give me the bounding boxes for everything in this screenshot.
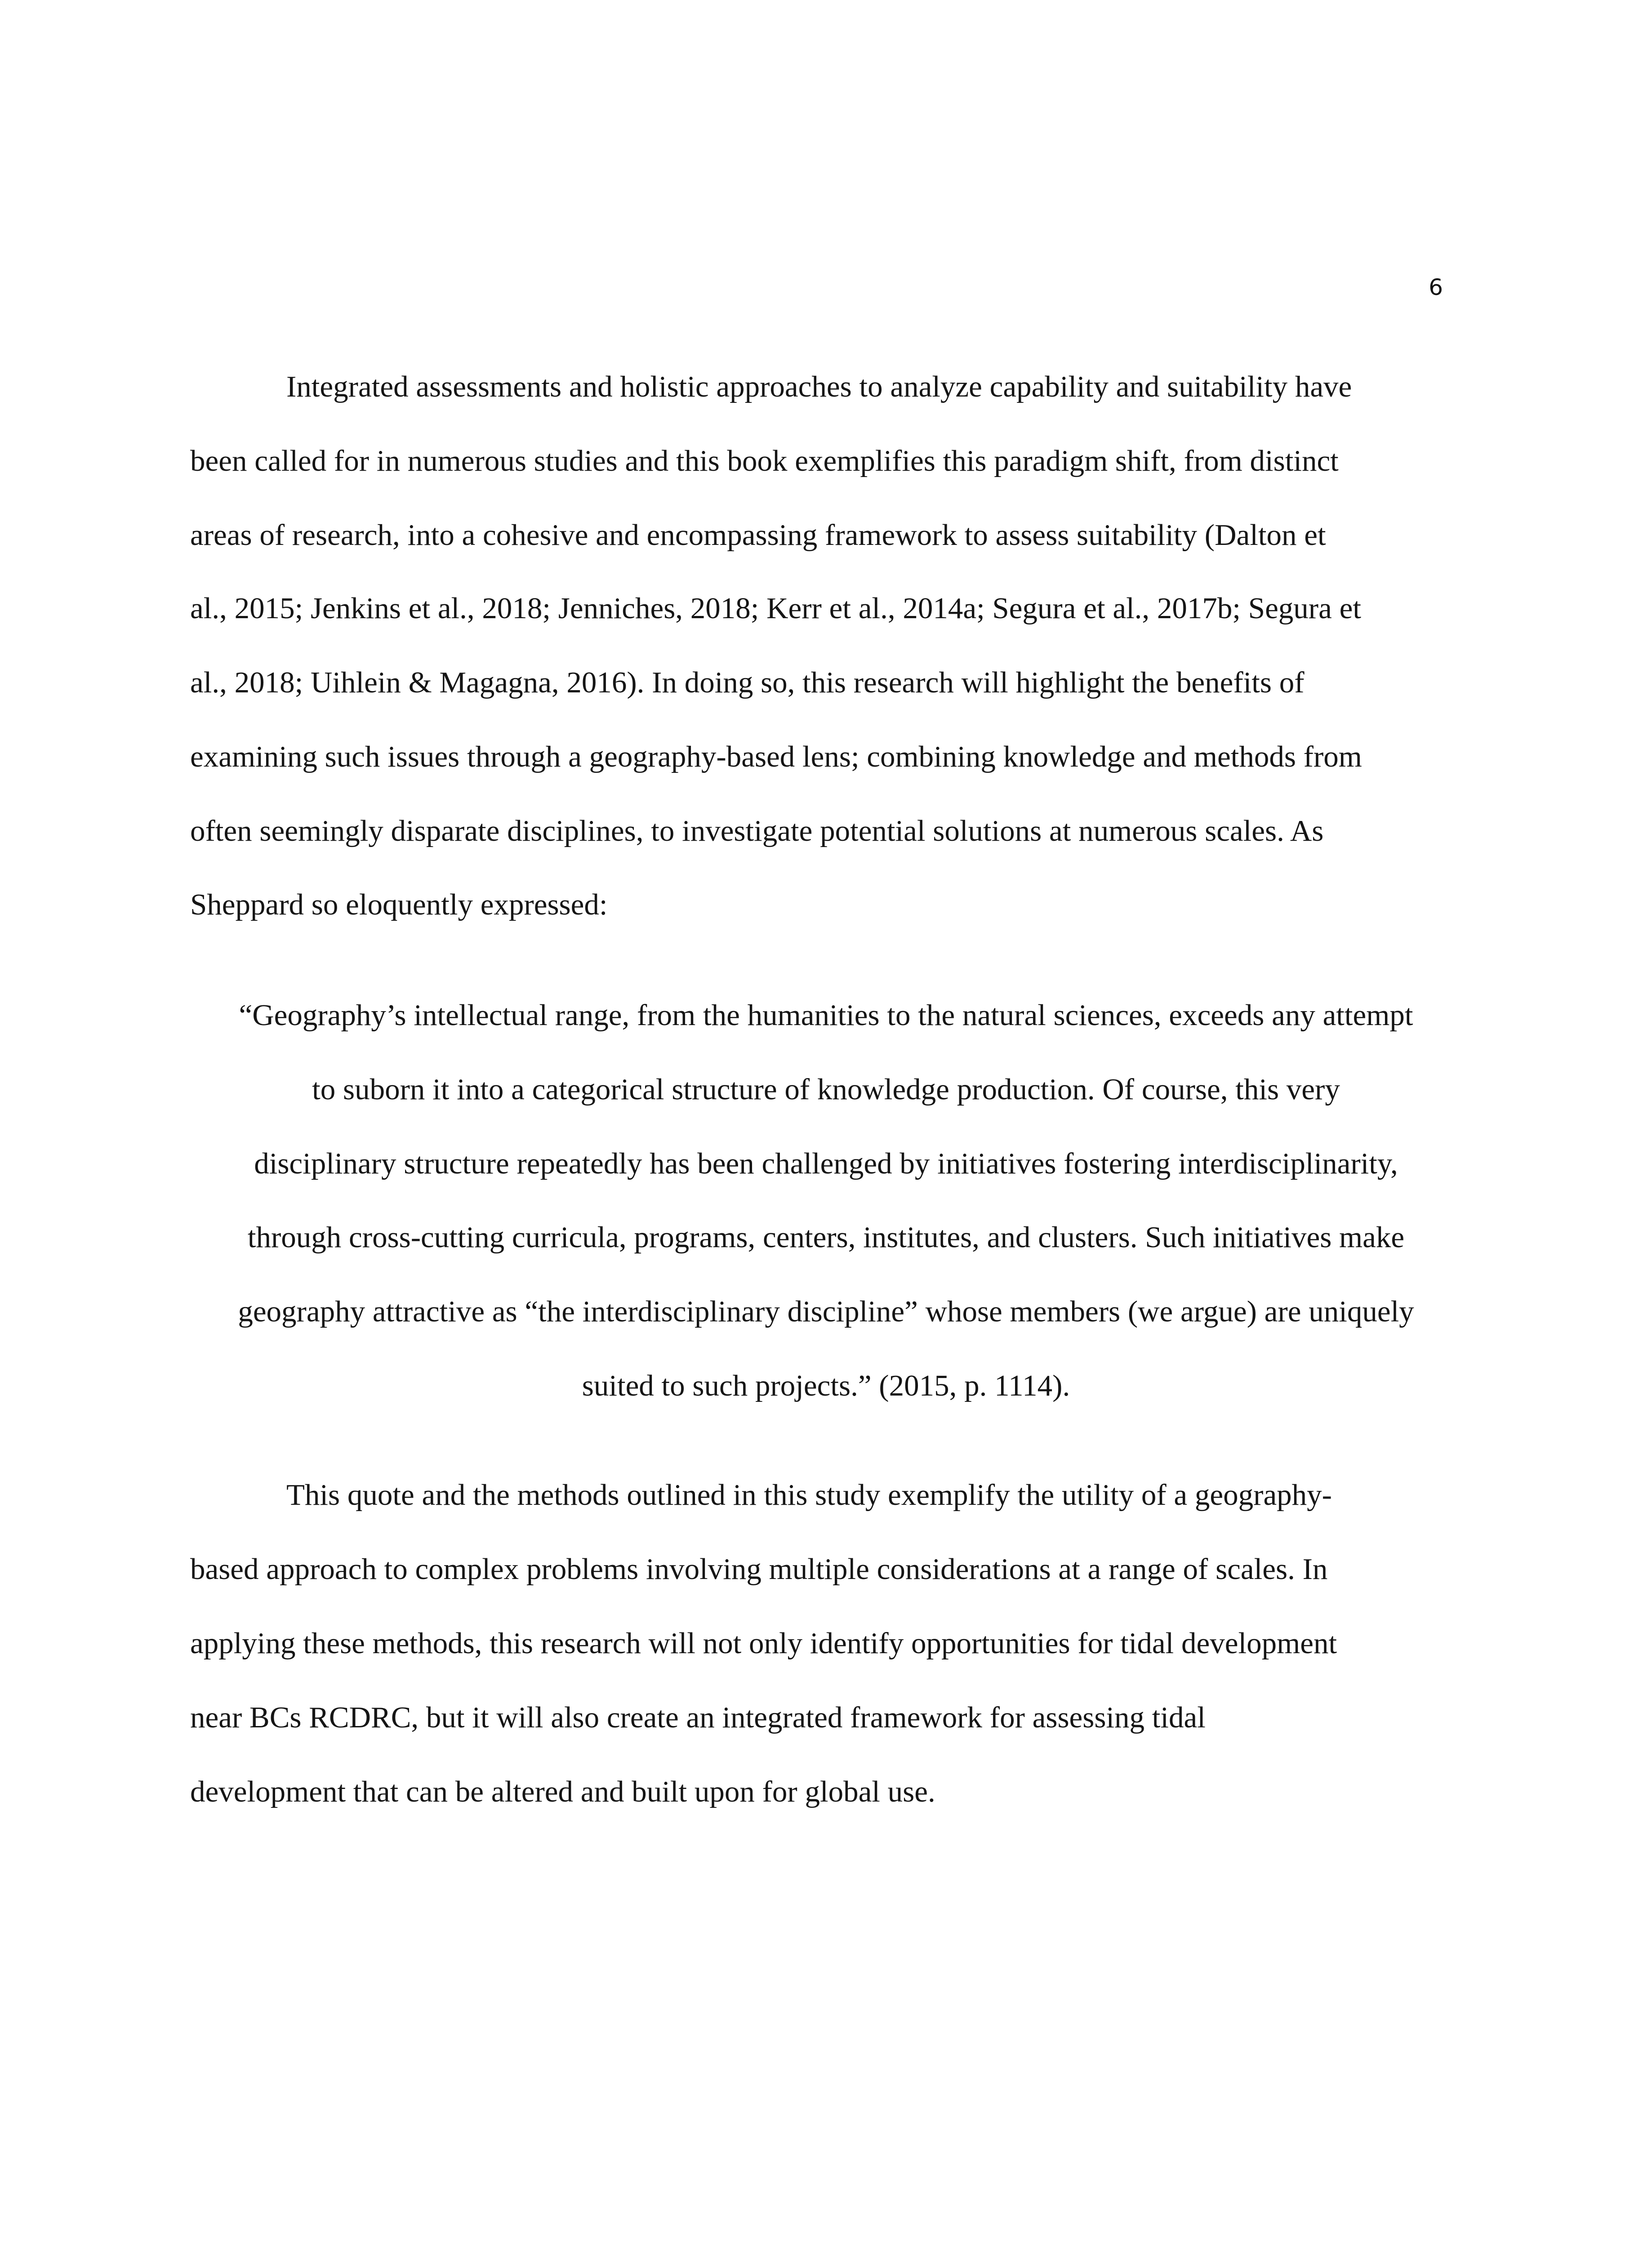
paragraph-1-line-3: areas of research, into a cohesive and encompassing framework to assess suitability (Dalton et (190, 518, 1326, 552)
page-number: 6 (1429, 274, 1443, 300)
quote-line-5: geography attractive as “the interdisciplinary discipline” whose members (we argue) are uniquely (238, 1295, 1414, 1328)
paragraph-1-line-6: examining such issues through a geography-based lens; combining knowledge and methods from (190, 740, 1362, 773)
paragraph-1-line-1: Integrated assessments and holistic approaches to analyze capability and suitability have (286, 370, 1352, 403)
quote-line-3: disciplinary structure repeatedly has been challenged by initiatives fostering interdisciplinarity, (254, 1147, 1398, 1180)
paragraph-1-line-5: al., 2018; Uihlein & Magagna, 2016). In doing so, this research will highlight the benefits of (190, 666, 1305, 699)
paragraph-2-line-1: This quote and the methods outlined in this study exemplify the utility of a geography- (286, 1478, 1332, 1512)
paragraph-1-line-8: Sheppard so eloquently expressed: (190, 888, 608, 921)
quote-line-6: suited to such projects.” (2015, p. 1114). (582, 1369, 1070, 1402)
quote-line-2: to suborn it into a categorical structure of knowledge production. Of course, this very (312, 1073, 1340, 1106)
paragraph-2-line-3: applying these methods, this research will not only identify opportunities for tidal development (190, 1627, 1337, 1660)
quote-line-1: “Geography’s intellectual range, from the humanities to the natural sciences, exceeds any attempt (239, 999, 1413, 1032)
paragraph-2-line-5: development that can be altered and built upon for global use. (190, 1775, 935, 1808)
quote-line-4: through cross-cutting curricula, programs, centers, institutes, and clusters. Such initiatives make (247, 1221, 1405, 1254)
paragraph-1-line-4: al., 2015; Jenkins et al., 2018; Jenniches, 2018; Kerr et al., 2014a; Segura et al., 2017b; Segura et (190, 592, 1361, 625)
paragraph-1-line-2: been called for in numerous studies and this book exemplifies this paradigm shift, from distinct (190, 444, 1339, 477)
paragraph-1-line-7: often seemingly disparate disciplines, to investigate potential solutions at numerous scales. As (190, 814, 1324, 847)
paragraph-2-line-2: based approach to complex problems involving multiple considerations at a range of scales. In (190, 1552, 1328, 1586)
paragraph-2-line-4: near BCs RCDRC, but it will also create an integrated framework for assessing tidal (190, 1701, 1206, 1734)
